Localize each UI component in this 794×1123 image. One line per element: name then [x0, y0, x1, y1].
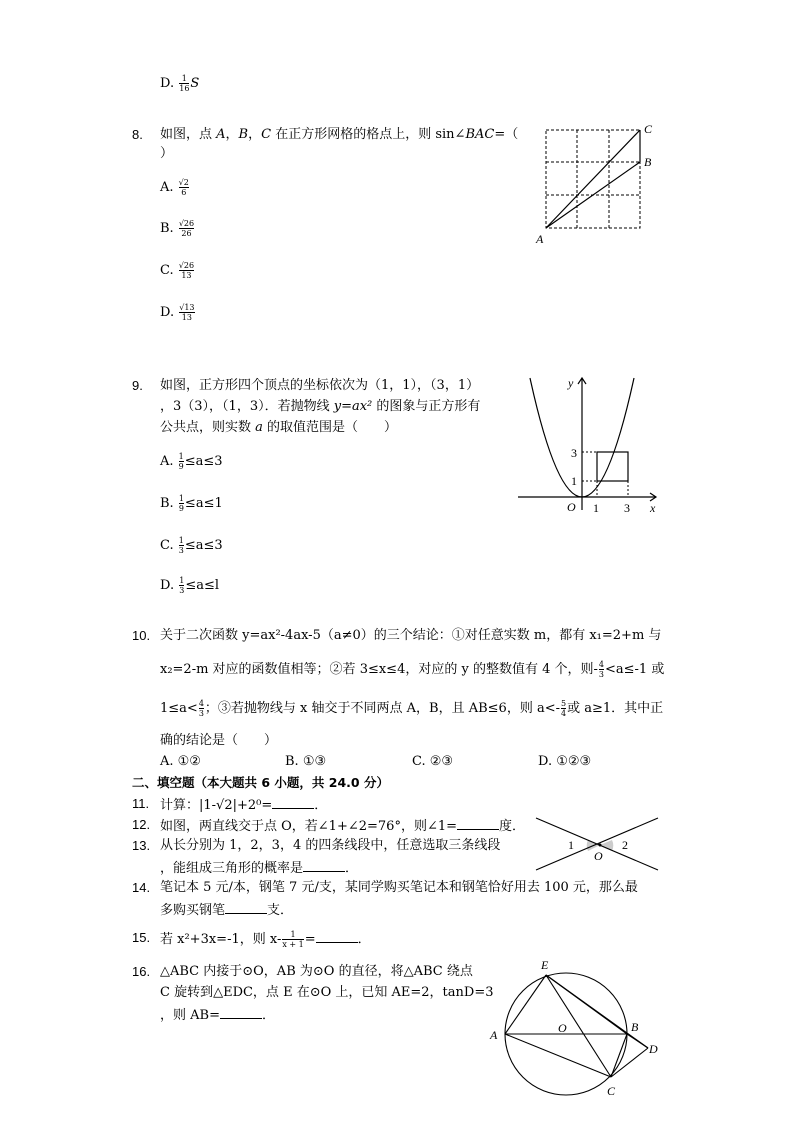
q9-option-b[interactable]: B. $\frac{1}{9}$ ≤a≤1 [160, 494, 223, 513]
fraction [179, 74, 189, 93]
option-label: D. [160, 76, 175, 91]
answer-blank[interactable] [220, 1006, 262, 1019]
q10-option-c[interactable]: C. ②③ [412, 754, 454, 769]
q16-stem-line1: △ABC 内接于⊙O，AB 为⊙O 的直径，将△ABC 绕点 [160, 964, 473, 979]
origin-label: O [567, 500, 576, 514]
q9-option-d[interactable]: D. $\frac{1}{3}$ ≤a≤l [160, 576, 220, 595]
q7-option-d[interactable] [160, 74, 199, 93]
x-tick: 3 [624, 501, 630, 515]
q10-stem-line2: x₂=2-m 对应的函数值相等；②若 3≤x≤4，对应的 y 的整数值有 4 个，则- $\frac{4}{3}$ <a≤-1 或 [160, 660, 665, 679]
q16-number: 16. [132, 964, 151, 979]
variable: S [190, 76, 200, 91]
label-c: C [644, 122, 653, 136]
point-a-label: A [490, 1028, 498, 1042]
label-a: A [536, 232, 544, 246]
q12-number: 12. [132, 817, 151, 832]
q13-stem-line1: 从长分别为 1，2，3，4 的四条线段中，任意选取三条线段 [160, 838, 501, 853]
q8-stem-line2: ） [160, 146, 174, 161]
y-axis-label: y [568, 376, 574, 390]
q12-intersecting-lines-figure [530, 812, 665, 874]
q10-number: 10. [132, 628, 151, 643]
q9-number: 9. [132, 378, 143, 393]
q16-stem-line2: C 旋转到△EDC，点 E 在⊙O 上，已知 AE=2，tanD=3 [160, 985, 494, 1000]
answer-blank[interactable] [457, 817, 499, 830]
point-o-label: O [558, 1021, 567, 1035]
q10-option-a[interactable]: A. ①② [160, 754, 201, 769]
q9-stem-line2: ，3（3），（1，3）．若抛物线 y=ax² 的图象与正方形有 [160, 399, 481, 414]
point-o-label: O [594, 849, 603, 863]
x-axis-label: x [650, 501, 656, 515]
q8-grid-figure [530, 118, 660, 248]
answer-blank[interactable] [303, 859, 345, 872]
q12-stem: 如图，两直线交于点 O，若∠1+∠2=76°，则∠1= 度． [160, 819, 526, 834]
numerator: 1 [181, 74, 187, 83]
x-tick: 1 [593, 501, 599, 515]
q10-stem-line4: 确的结论是（ ） [160, 733, 278, 748]
q14-stem-line1: 笔记本 5 元/本，钢笔 7 元/支，某同学购买笔记本和钢笔恰好用去 100 元，那么最 [160, 880, 638, 895]
q13-stem-line2: ，能组成三角形的概率是 ． [160, 861, 359, 876]
q15-number: 15. [132, 930, 151, 945]
point-c-label: C [607, 1084, 616, 1098]
point-d-label: D [649, 1042, 658, 1056]
q8-option-b[interactable]: B. $\frac{√26}{26}$ [160, 219, 195, 238]
answer-blank[interactable] [272, 796, 314, 809]
q10-option-b[interactable]: B. ①③ [285, 754, 327, 769]
q8-option-c[interactable]: C. $\frac{√26}{13}$ [160, 261, 195, 280]
answer-blank[interactable] [316, 930, 358, 943]
q14-stem-line2: 多购买钢笔 支． [160, 903, 294, 918]
q9-parabola-figure [510, 370, 670, 520]
q16-circle-figure [485, 955, 665, 1105]
point-e-label: E [541, 958, 549, 972]
q11-stem: 计算：|1-√2|+2⁰= ． [160, 798, 328, 813]
point-b-label: B [631, 1020, 639, 1034]
q16-stem-line3: ，则 AB= ． [160, 1008, 275, 1023]
q11-number: 11. [132, 796, 150, 811]
q9-stem-line1: 如图，正方形四个顶点的坐标依次为（1，1），（3，1） [160, 378, 480, 393]
q15-stem: 若 x²+3x=-1，则 x- $\frac{1}{x + 1}$ = ． [160, 930, 371, 949]
q9-option-c[interactable]: C. $\frac{1}{3}$ ≤a≤3 [160, 536, 223, 555]
answer-blank[interactable] [225, 901, 267, 914]
q14-number: 14. [132, 880, 151, 895]
angle-1-label: 1 [568, 838, 574, 852]
q8-option-a[interactable]: A. $\frac{√2}{6}$ [160, 178, 189, 197]
q10-stem-line3: 1≤a< $\frac{4}{3}$ ；③若抛物线与 x 轴交于不同两点 A，B，且 AB≤6，则 a<- $\frac{5}{4}$ 或 a≥1．其中正 [160, 699, 664, 718]
y-tick: 1 [571, 474, 577, 488]
q10-option-d[interactable]: D. ①②③ [538, 754, 592, 769]
q8-option-d[interactable]: D. $\frac{√13}{13}$ [160, 303, 195, 322]
q10-stem-line1: 关于二次函数 y=ax²-4ax-5（a≠0）的三个结论：①对任意实数 m，都有 x₁=2+m 与 [160, 628, 662, 643]
q9-stem-line3: 公共点，则实数 a 的取值范围是（ ） [160, 420, 398, 435]
q8-stem-line1: 如图，点 A，B，C 在正方形网格的格点上，则 sin∠BAC=（ [160, 127, 519, 142]
q9-option-a[interactable]: A. $\frac{1}{9}$ ≤a≤3 [160, 452, 223, 471]
y-tick: 3 [571, 446, 577, 460]
label-b: B [644, 155, 652, 169]
angle-2-label: 2 [622, 838, 628, 852]
section-title: 二、填空题（本大题共 6 小题，共 24.0 分） [132, 775, 389, 790]
denominator: 16 [179, 84, 190, 93]
q13-number: 13. [132, 838, 151, 853]
q8-number: 8. [132, 127, 143, 142]
